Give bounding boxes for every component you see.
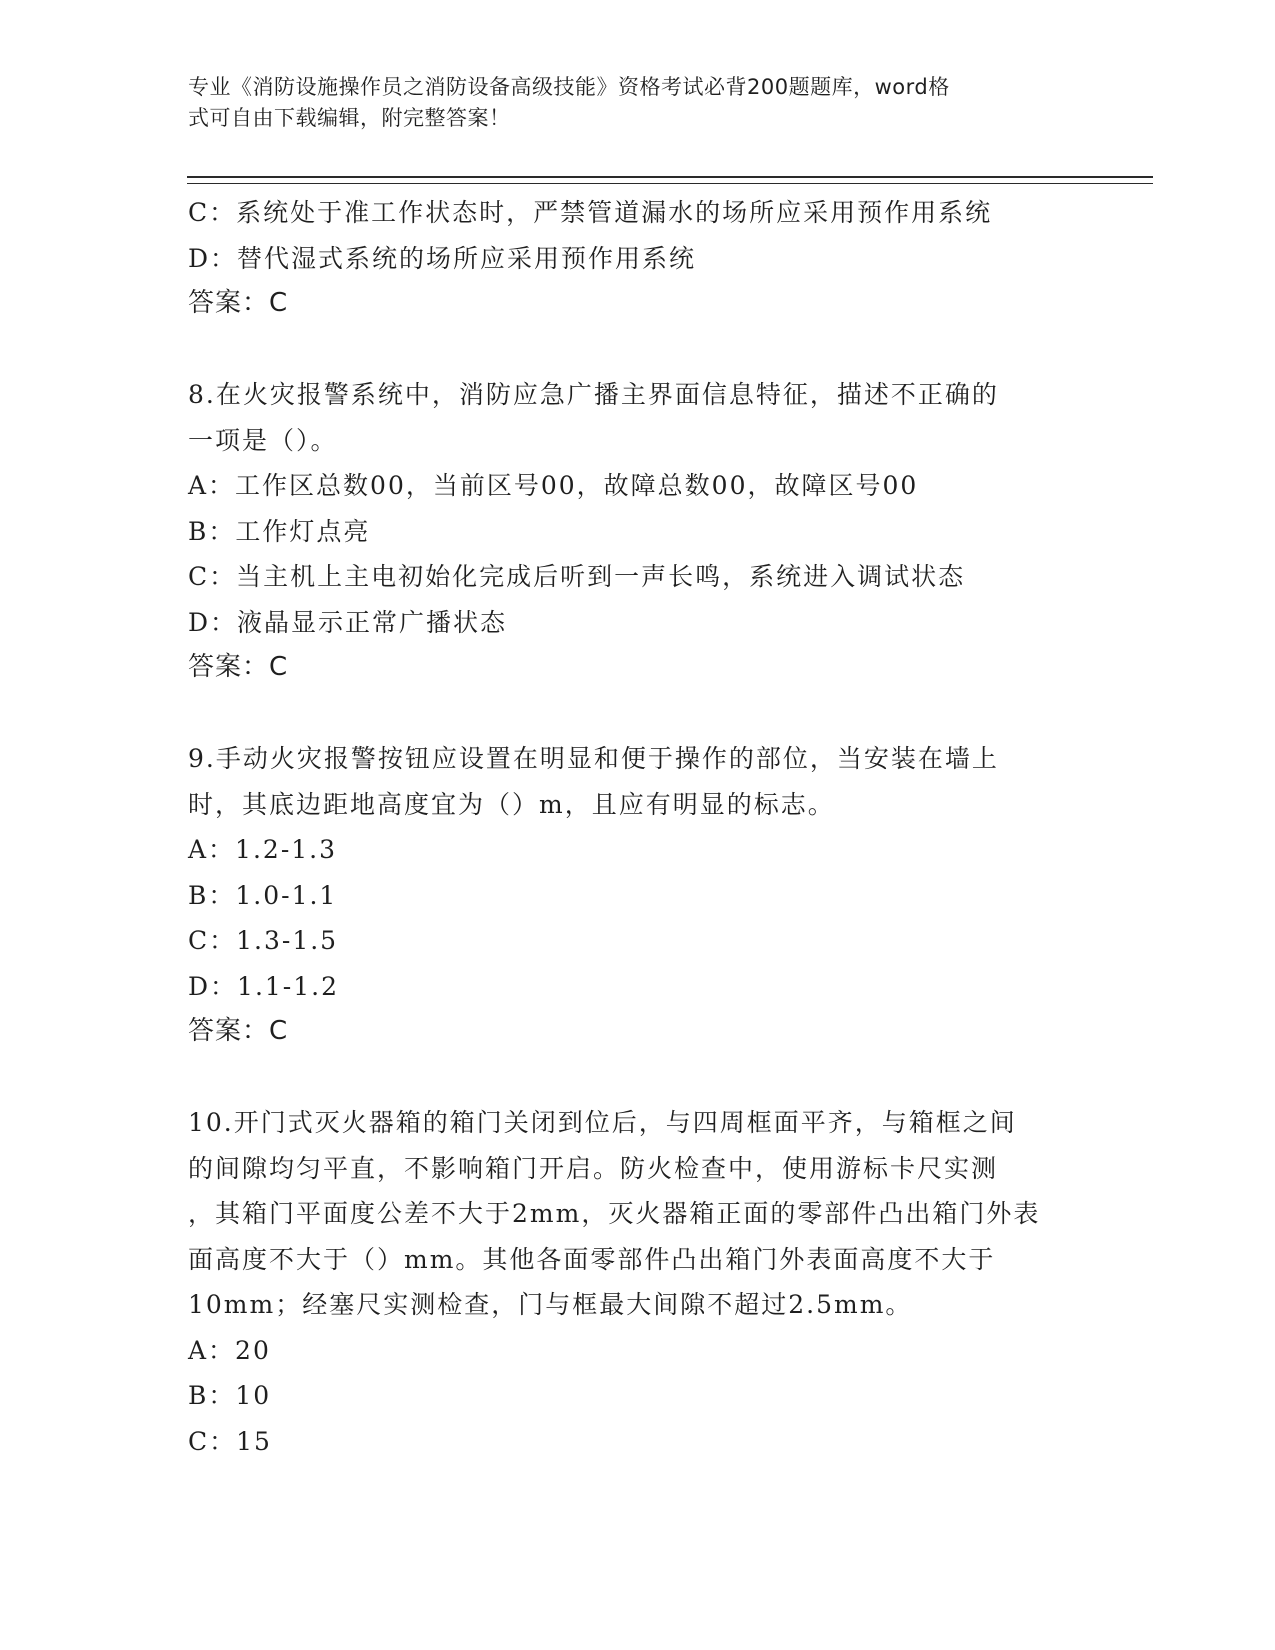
answer: 答案：C: [188, 652, 289, 682]
header-divider-thick: [187, 176, 1153, 178]
question-7-continued: [188, 190, 1088, 327]
question-9: [188, 736, 1088, 1055]
header-divider-thin: [187, 183, 1153, 184]
option-c: C：系统处于准工作状态时，严禁管道漏水的场所应采用预作用系统: [188, 198, 993, 227]
document-header: [188, 72, 1068, 134]
question-stem: 10mm；经塞尺实测检查，门与框最大间隙不超过2.5mm。: [188, 1290, 913, 1319]
spacer: [188, 691, 1088, 737]
option-d: D：液晶显示正常广播状态: [188, 607, 508, 637]
question-stem: 9.手动火灾报警按钮应设置在明显和便于操作的部位，当安装在墙上: [188, 744, 999, 773]
question-stem: ，其箱门平面度公差不大于2mm，灭火器箱正面的零部件凸出箱门外表: [188, 1199, 1041, 1228]
question-stem: 8.在火灾报警系统中，消防应急广播主界面信息特征，描述不正确的: [188, 380, 999, 409]
option-b: B：10: [188, 1381, 272, 1410]
spacer: [188, 1055, 1088, 1101]
option-c: C：1.3-1.5: [188, 926, 339, 955]
header-line-1: 专业《消防设施操作员之消防设备高级技能》资格考试必背200题题库，word格: [188, 75, 950, 99]
answer: 答案：C: [188, 288, 289, 318]
option-d: D：替代湿式系统的场所应采用预作用系统: [188, 243, 697, 273]
option-d: D：1.1-1.2: [188, 971, 340, 1001]
option-b: B：1.0-1.1: [188, 880, 338, 910]
option-a: A：20: [188, 1335, 271, 1365]
question-stem: 的间隙均匀平直，不影响箱门开启。防火检查中，使用游标卡尺实测: [188, 1153, 999, 1183]
answer: 答案：C: [188, 1016, 289, 1046]
question-stem: 一项是（）。: [188, 425, 338, 455]
option-c: C：当主机上主电初始化完成后听到一声长鸣，系统进入调试状态: [188, 562, 966, 591]
document-body: [188, 190, 1088, 1464]
option-a: A：工作区总数00，当前区号00，故障总数00，故障区号00: [188, 471, 919, 500]
question-8: [188, 372, 1088, 691]
option-a: A：1.2-1.3: [188, 835, 338, 864]
question-stem: 10.开门式灭火器箱的箱门关闭到位后，与四周框面平齐，与箱框之间: [188, 1108, 1017, 1137]
option-c: C：15: [188, 1426, 272, 1456]
option-b: B：工作灯点亮: [188, 516, 371, 546]
spacer: [188, 327, 1088, 373]
question-stem: 时，其底边距地高度宜为（）m，且应有明显的标志。: [188, 789, 835, 819]
question-10: [188, 1100, 1088, 1464]
header-line-2: 式可自由下载编辑，附完整答案！: [188, 106, 511, 130]
question-stem: 面高度不大于（）mm。其他各面零部件凸出箱门外表面高度不大于: [188, 1244, 996, 1274]
